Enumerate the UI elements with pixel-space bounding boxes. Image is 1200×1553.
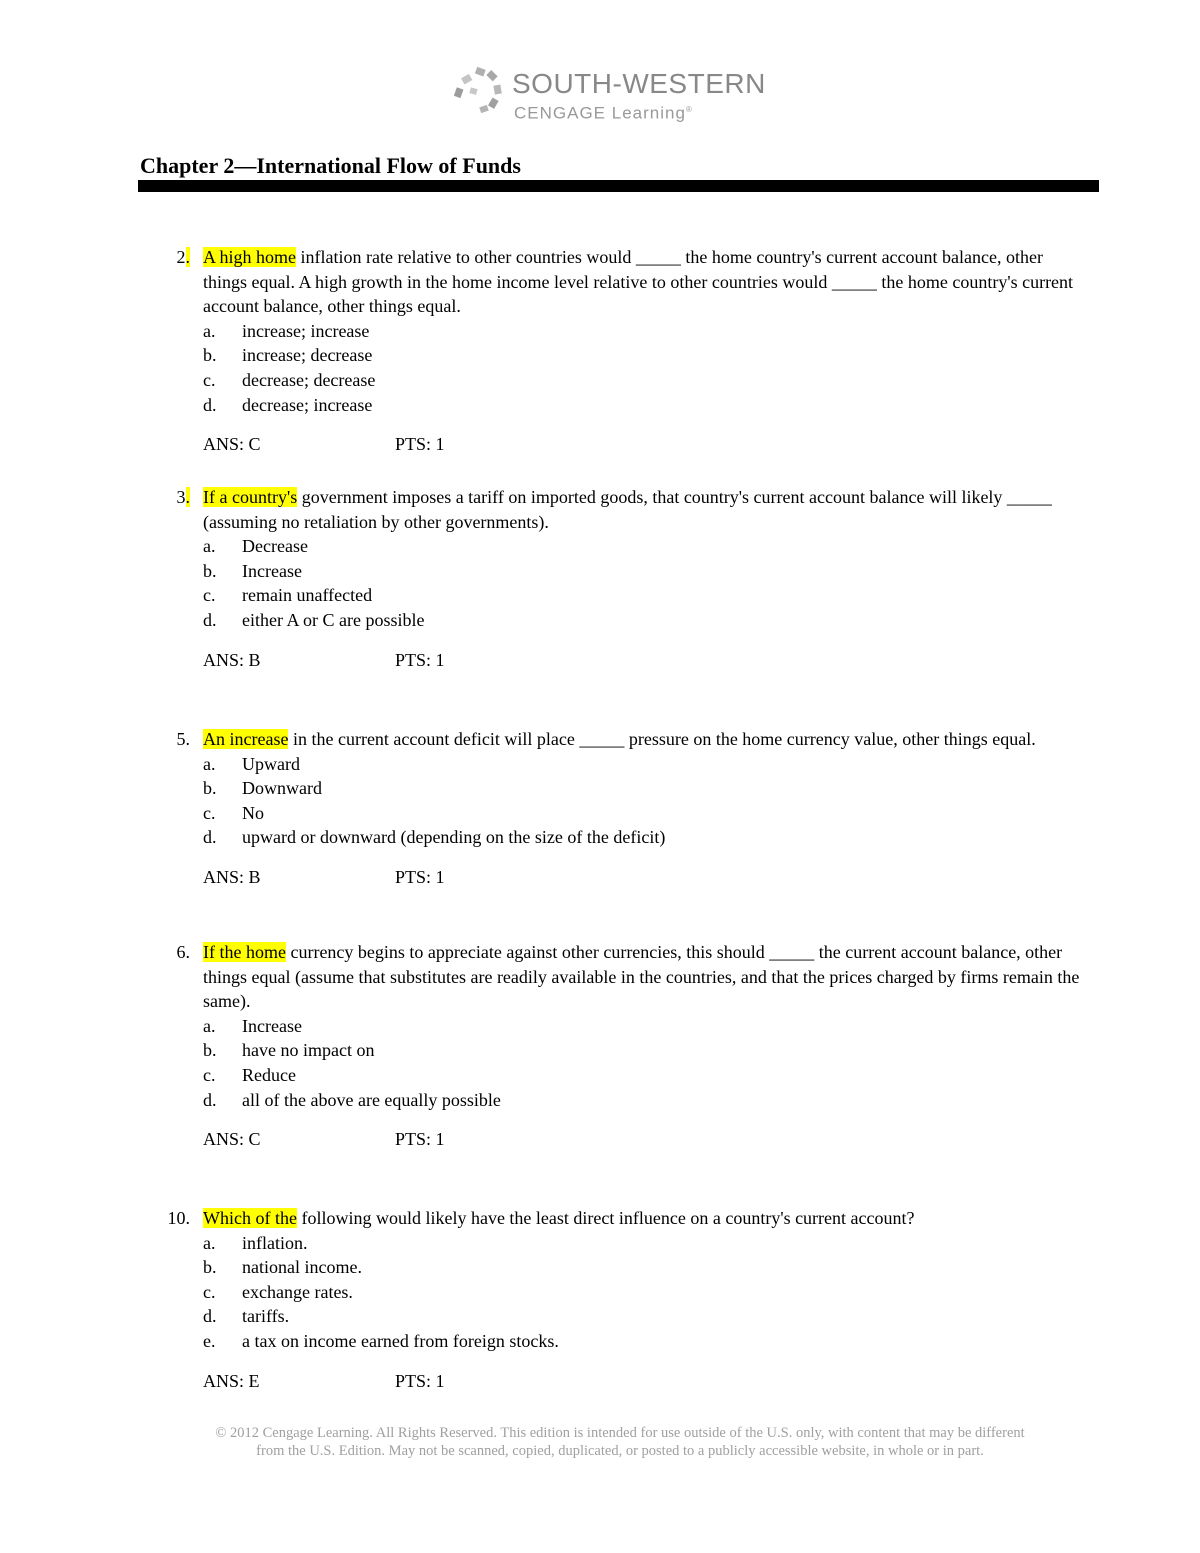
answer-options <box>203 319 1090 417</box>
option: a. increase; increase <box>203 320 370 341</box>
logo-line2 <box>514 100 693 124</box>
option: b. have no impact on <box>203 1040 375 1061</box>
chapter-title: Chapter 2—International Flow of Funds <box>140 153 521 178</box>
option: a. Decrease <box>203 536 308 557</box>
question-3 <box>150 485 1090 672</box>
title-divider <box>138 180 1099 192</box>
answer-key: ANS: B <box>203 866 261 887</box>
answer-key: ANS: C <box>203 434 261 455</box>
points: PTS: 1 <box>395 866 445 887</box>
option: a. Increase <box>203 1015 302 1036</box>
option: a. Upward <box>203 753 300 774</box>
points: PTS: 1 <box>395 1370 445 1391</box>
option: c. remain unaffected <box>203 585 373 606</box>
highlighted-text: Which of the <box>203 1208 297 1228</box>
cengage-logo <box>450 66 766 126</box>
answer-line <box>203 865 1090 890</box>
question-10 <box>150 1206 1090 1393</box>
answer-key: ANS: B <box>203 649 261 670</box>
option: b. Downward <box>203 778 322 799</box>
option: b. Increase <box>203 560 302 581</box>
highlighted-text: If the home <box>203 942 286 962</box>
answer-options <box>203 752 1090 850</box>
highlighted-text: A high home <box>203 247 296 267</box>
option: e. a tax on income earned from foreign stocks. <box>203 1330 559 1351</box>
option: d. either A or C are possible <box>203 609 425 630</box>
logo-mark: ® <box>685 105 693 114</box>
answer-key: ANS: E <box>203 1370 260 1391</box>
question-text: A high home inflation rate relative to other countries would _____ the home country's current account balance, other things equal. A high growth in the home income level relative to other countries would _____ the home country's current account balance, other things equal. <box>203 247 1074 317</box>
question-text: Which of the following would likely have the least direct influence on a country's current account? <box>203 1208 915 1228</box>
option: d. all of the above are equally possible <box>203 1089 501 1110</box>
points: PTS: 1 <box>395 649 445 670</box>
answer-options <box>203 534 1090 632</box>
answer-key: ANS: C <box>203 1129 261 1150</box>
option: d. decrease; increase <box>203 394 373 415</box>
option: c. Reduce <box>203 1064 296 1085</box>
question-text: An increase in the current account deficit will place _____ pressure on the home currency value, other things equal. <box>203 729 1036 749</box>
option: c. decrease; decrease <box>203 369 376 390</box>
question-text: If a country's government imposes a tariff on imported goods, that country's current account balance will likely _____ (assuming no retaliation by other governments). <box>203 487 1052 532</box>
question-number: 6. <box>176 942 190 962</box>
cengage-mark-icon <box>450 66 506 122</box>
question-number: 10. <box>167 1208 190 1228</box>
option: b. increase; decrease <box>203 345 373 366</box>
answer-line <box>203 648 1090 673</box>
footer-line1: © 2012 Cengage Learning. All Rights Reserved. This edition is intended for use outside of the U.S. only, with content that may be different <box>215 1425 1025 1441</box>
option: a. inflation. <box>203 1232 308 1253</box>
logo-line1: SOUTH-WESTERN <box>512 68 766 99</box>
answer-line <box>203 432 1090 457</box>
answer-options <box>203 1231 1090 1354</box>
question-text: If the home currency begins to appreciate against other currencies, this should _____ the current account balance, other things equal (assume that substitutes are readily available in the countries, and that the prices charged by firms remain the same). <box>203 942 1080 1012</box>
highlighted-text: An increase <box>203 729 289 749</box>
question-number: 2. <box>176 247 190 267</box>
copyright-footer <box>140 1424 1100 1460</box>
option: d. tariffs. <box>203 1306 290 1327</box>
question-2 <box>150 245 1090 457</box>
highlighted-text: If a country's <box>203 487 298 507</box>
answer-options <box>203 1014 1090 1112</box>
footer-line2: from the U.S. Edition. May not be scanned, copied, duplicated, or posted to a publicly accessible website, in whole or in part. <box>256 1443 984 1459</box>
answer-line <box>203 1127 1090 1152</box>
option: c. No <box>203 802 264 823</box>
question-number: 5. <box>176 729 190 749</box>
answer-line <box>203 1369 1090 1394</box>
logo-line2-text: CENGAGE Learning <box>514 103 686 123</box>
points: PTS: 1 <box>395 1129 445 1150</box>
question-number: 3. <box>176 487 190 507</box>
option: d. upward or downward (depending on the size of the deficit) <box>203 827 666 848</box>
option: c. exchange rates. <box>203 1281 353 1302</box>
option: b. national income. <box>203 1257 362 1278</box>
question-5 <box>150 727 1090 890</box>
points: PTS: 1 <box>395 434 445 455</box>
question-6 <box>150 940 1090 1152</box>
